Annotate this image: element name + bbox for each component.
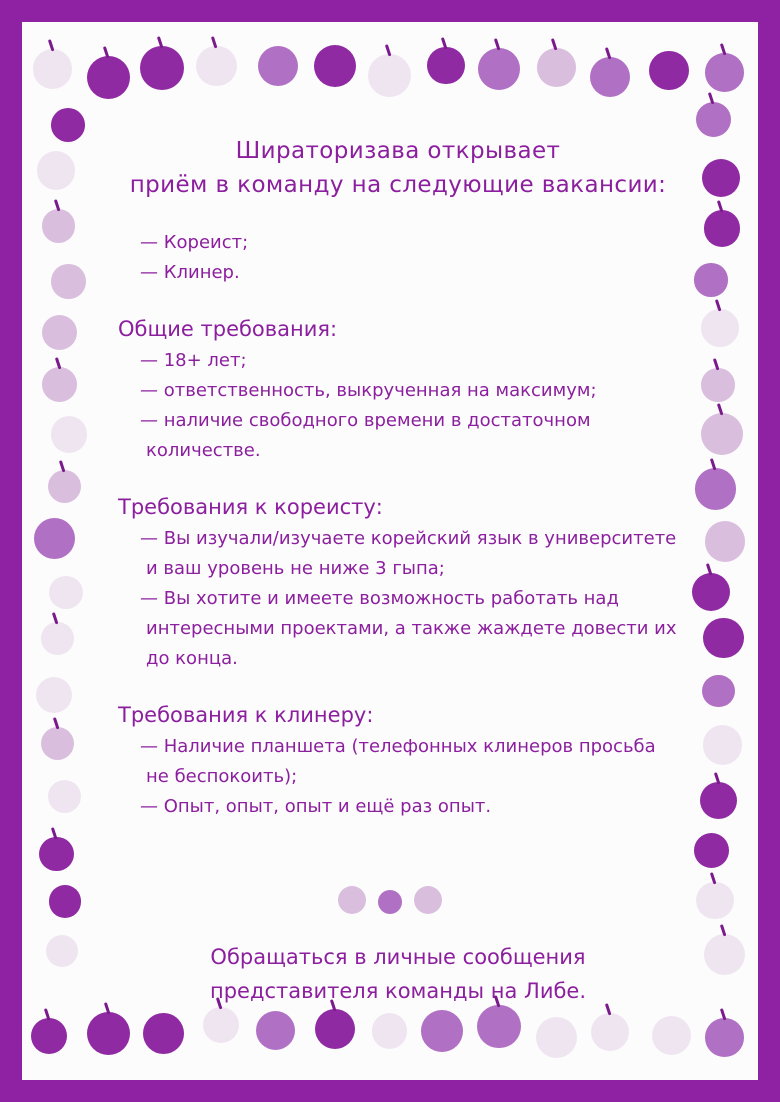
list-item: — ответственность, выкрученная на максимум; [140, 380, 597, 401]
berry-icon [414, 886, 442, 914]
berry-icon [537, 48, 576, 87]
berry-stem-icon [717, 403, 724, 415]
berry-icon [590, 57, 630, 97]
berry-stem-icon [717, 200, 724, 212]
section-general-requirements [118, 314, 678, 466]
berry-icon [46, 935, 79, 968]
berry-stem-icon [52, 717, 59, 729]
berry-stem-icon [211, 36, 218, 48]
berry-icon [41, 622, 74, 655]
berry-stem-icon [551, 39, 558, 51]
berry-icon [33, 49, 72, 88]
list-item: — Клинер. [140, 262, 240, 283]
berry-icon [705, 53, 744, 92]
berry-stem-icon [710, 459, 717, 471]
berry-icon [701, 413, 743, 455]
title-line-2: приём в команду на следующие вакансии: [129, 172, 667, 198]
berry-stem-icon [55, 357, 62, 369]
berry-icon [701, 368, 734, 401]
berry-icon [36, 677, 72, 713]
berry-icon [696, 102, 731, 137]
berry-stem-icon [385, 44, 392, 56]
berry-icon [695, 468, 736, 509]
poster-body [118, 134, 678, 822]
berry-stem-icon [43, 1008, 50, 1020]
list-item: — наличие свободного времени в достаточном количестве. [140, 410, 591, 461]
berry-icon [705, 1018, 744, 1057]
poster-footer [118, 940, 678, 1008]
berry-stem-icon [720, 43, 727, 55]
berry-icon [41, 727, 75, 761]
berry-icon [591, 1013, 629, 1051]
berry-icon [48, 780, 81, 813]
title-line-1: Шираторизава открывает [235, 138, 561, 164]
section-heading: Общие требования: [118, 317, 338, 341]
berry-stem-icon [48, 40, 55, 52]
list-item: — 18+ лет; [140, 350, 247, 371]
berry-icon [649, 51, 689, 91]
berry-stem-icon [494, 38, 501, 50]
berry-icon [314, 45, 356, 87]
berry-icon [703, 725, 743, 765]
page-title [118, 134, 678, 202]
list-item: — Вы хотите и имеете возможность работать над интересными проектами, а также жаждете довести их до конца. [140, 588, 677, 669]
berry-icon [37, 151, 76, 190]
berry-icon [704, 934, 745, 975]
berry-icon [378, 890, 402, 914]
footer-line-1: Обращаться в личные сообщения [210, 945, 586, 969]
berry-icon [42, 315, 77, 350]
berry-icon [702, 675, 735, 708]
berry-icon [692, 573, 730, 611]
list-item: — Наличие планшета (телефонных клинеров просьба не беспокоить); [140, 736, 656, 787]
berry-icon [34, 518, 75, 559]
berry-icon [702, 159, 740, 197]
berry-icon [700, 782, 737, 819]
vacancy-list [118, 228, 678, 288]
list-item: — Кореист; [140, 232, 249, 253]
berry-icon [315, 1009, 355, 1049]
list-item: — Вы изучали/изучаете корейский язык в университете и ваш уровень не ниже 3 гыпа; [140, 528, 677, 579]
berry-stem-icon [720, 1008, 727, 1020]
berry-icon [368, 54, 411, 97]
berry-icon [536, 1017, 577, 1058]
berry-icon [42, 367, 77, 402]
berry-icon [705, 521, 746, 562]
berry-stem-icon [714, 772, 721, 784]
berry-icon [703, 618, 743, 658]
berry-stem-icon [59, 460, 66, 472]
berry-stem-icon [708, 92, 715, 104]
berry-icon [196, 46, 237, 87]
berry-icon [143, 1013, 184, 1054]
poster-paper [22, 22, 758, 1080]
berry-stem-icon [157, 36, 164, 48]
berry-icon [51, 264, 85, 298]
berry-stem-icon [706, 563, 713, 575]
footer-line-2: представителя команды на Либе. [209, 979, 587, 1003]
berry-stem-icon [51, 827, 58, 839]
berry-icon [48, 470, 82, 504]
section-heading: Требования к кореисту: [118, 495, 383, 519]
berry-icon [39, 837, 74, 872]
berry-icon [427, 47, 464, 84]
berry-stem-icon [104, 1002, 111, 1014]
berry-icon [478, 48, 520, 90]
berry-stem-icon [53, 200, 60, 212]
berry-icon [203, 1007, 240, 1044]
berry-stem-icon [715, 299, 722, 311]
berry-icon [31, 1018, 67, 1054]
berry-icon [256, 1011, 295, 1050]
berry-icon [87, 56, 130, 99]
berry-icon [49, 576, 83, 610]
section-cleaner-requirements [118, 700, 678, 822]
berry-icon [421, 1010, 463, 1052]
berry-icon [140, 46, 184, 90]
section-heading: Требования к клинеру: [118, 703, 374, 727]
berry-stem-icon [103, 46, 110, 58]
berry-icon [338, 886, 366, 914]
berry-icon [258, 46, 298, 86]
section-koreist-requirements [118, 492, 678, 674]
berry-icon [652, 1016, 691, 1055]
berry-icon [477, 1005, 521, 1049]
berry-icon [701, 309, 739, 347]
berry-icon [694, 833, 729, 868]
berry-icon [372, 1013, 408, 1049]
berry-stem-icon [605, 47, 612, 59]
berry-stem-icon [52, 613, 59, 625]
berry-icon [87, 1012, 130, 1055]
berry-icon [694, 263, 727, 296]
berry-divider [22, 882, 758, 922]
berry-icon [704, 210, 741, 247]
berry-icon [42, 209, 76, 243]
berry-icon [51, 416, 87, 452]
berry-stem-icon [719, 924, 726, 936]
list-item: — Опыт, опыт, опыт и ещё раз опыт. [140, 796, 492, 817]
berry-stem-icon [713, 358, 720, 370]
berry-stem-icon [441, 37, 448, 49]
berry-icon [51, 108, 85, 142]
